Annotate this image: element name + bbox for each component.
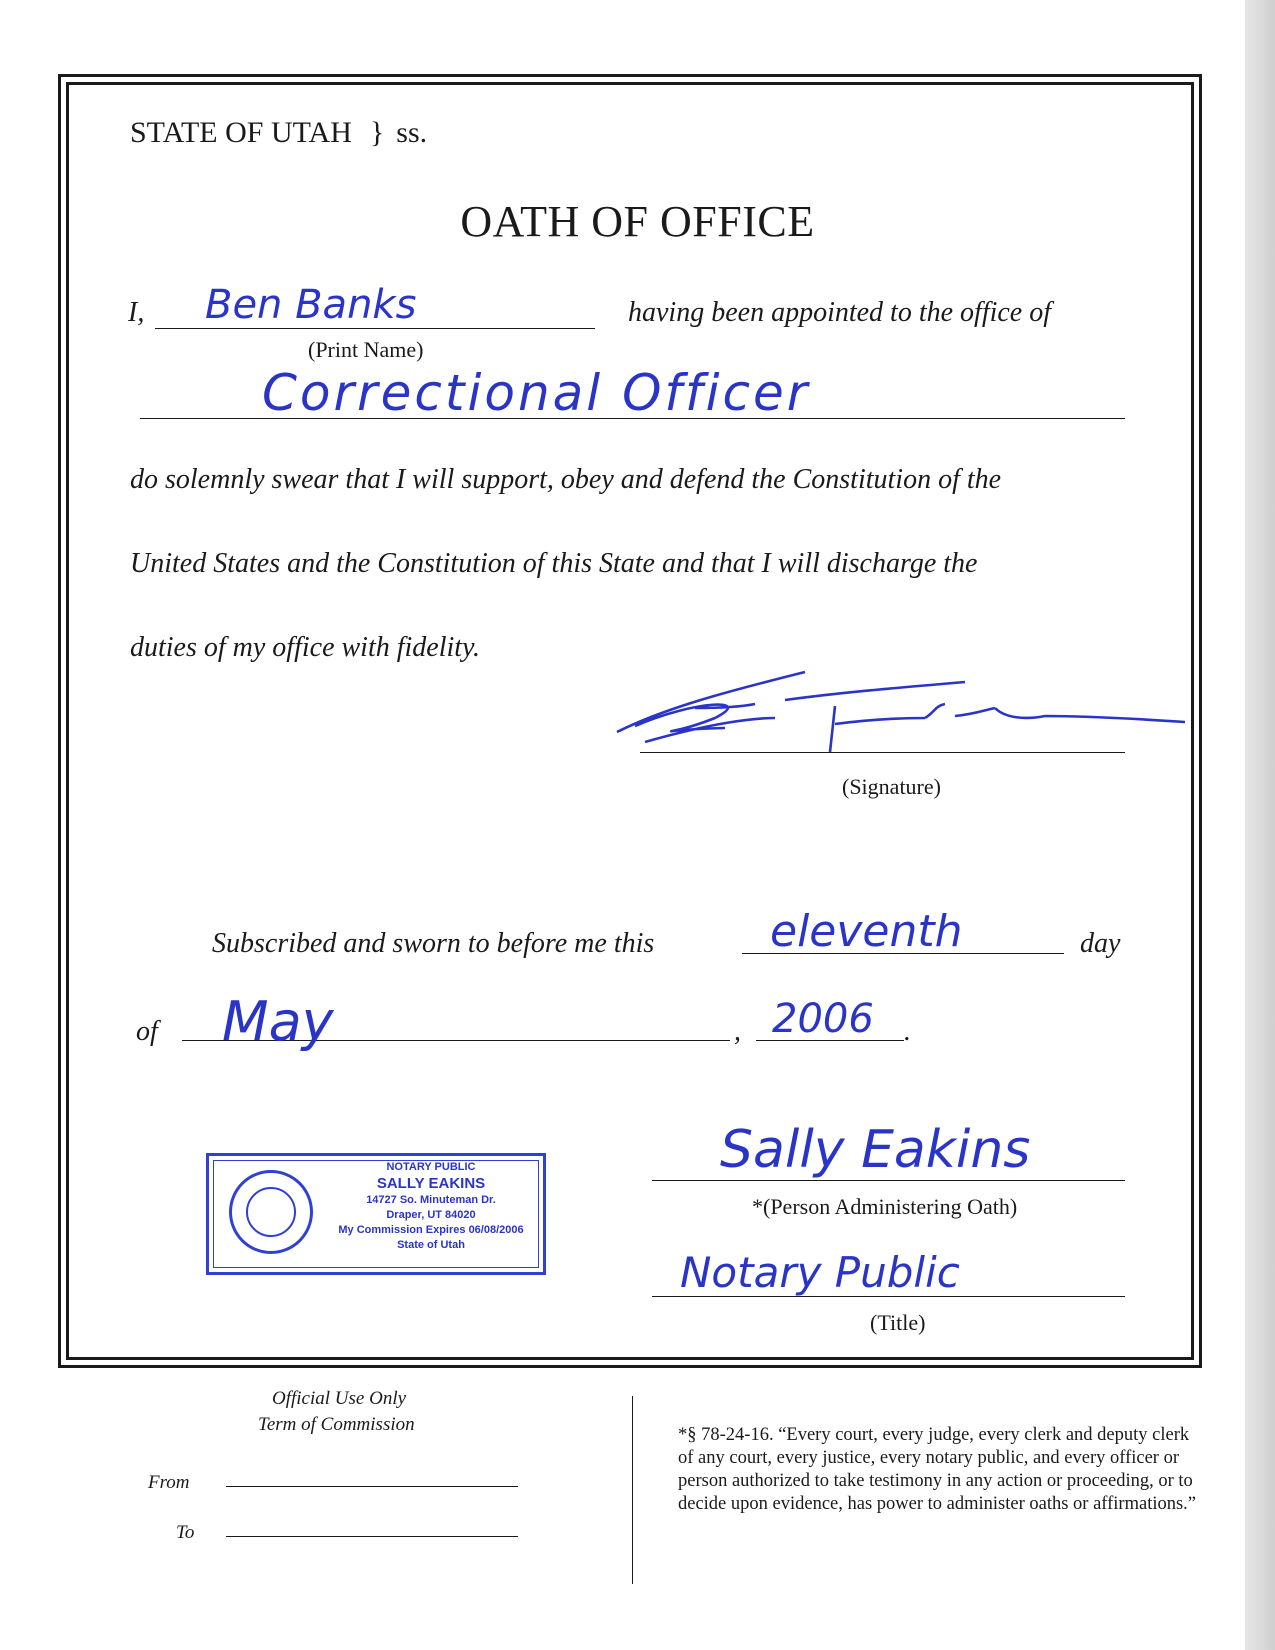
- state-seal-icon: [229, 1170, 313, 1254]
- title-value: Notary Public: [680, 1248, 960, 1297]
- oath-line-1: do solemnly swear that I will support, obey and defend the Constitution of the: [130, 464, 1002, 495]
- name-line: [155, 328, 595, 329]
- statute-text: *§ 78-24-16. “Every court, every judge, every clerk and deputy clerk of any court, every justice, every notary public, and every officer or person authorized to take testimony in any action or proceeding, or to decide upon evidence, has power to administer oaths or affirmations.”: [678, 1425, 1197, 1514]
- oath-line-3: duties of my office with fidelity.: [130, 632, 480, 663]
- official-use-label: Official Use Only: [272, 1388, 407, 1409]
- stamp-address-1: 14727 So. Minuteman Dr.: [366, 1194, 496, 1206]
- of-label: of: [136, 1016, 158, 1047]
- day-label: day: [1080, 928, 1121, 959]
- oath-prefix: I,: [128, 297, 145, 328]
- name-caption: (Print Name): [308, 337, 424, 362]
- period: .: [904, 1016, 911, 1047]
- day-value: eleventh: [770, 906, 963, 957]
- office-value: Correctional Officer: [262, 364, 811, 422]
- year-value: 2006: [772, 996, 874, 1042]
- stamp-name: SALLY EAKINS: [376, 1175, 486, 1192]
- to-line: [226, 1536, 518, 1537]
- state-heading: [130, 116, 427, 150]
- signature-caption: (Signature): [842, 774, 941, 799]
- to-label: To: [176, 1522, 195, 1543]
- brace: }: [369, 116, 385, 149]
- oath-line-2: United States and the Constitution of this State and that I will discharge the: [130, 548, 978, 579]
- seal-center: [246, 1187, 296, 1237]
- term-of-commission-label: Term of Commission: [258, 1414, 415, 1435]
- appointed-text: having been appointed to the office of: [628, 297, 1052, 328]
- document-title: OATH OF OFFICE: [460, 197, 815, 246]
- from-label: From: [148, 1472, 190, 1493]
- administrator-signature: Sally Eakins: [720, 1120, 1031, 1180]
- from-line: [226, 1486, 518, 1487]
- administrator-caption: *(Person Administering Oath): [752, 1194, 1018, 1219]
- oath-signature: [605, 660, 1195, 770]
- title-caption: (Title): [870, 1310, 926, 1335]
- state-line: STATE OF UTAH: [130, 116, 352, 149]
- month-value: May: [222, 990, 334, 1053]
- stamp-commission: My Commission Expires 06/08/2006: [338, 1224, 524, 1236]
- name-value: Ben Banks: [205, 282, 417, 328]
- stamp-text: [321, 1160, 541, 1253]
- notary-stamp: [206, 1153, 546, 1275]
- ss-label: ss.: [396, 116, 428, 149]
- administrator-signature-line: [652, 1180, 1125, 1181]
- subscribed-text: Subscribed and sworn to before me this: [212, 928, 655, 959]
- comma: ,: [734, 1016, 741, 1047]
- stamp-state: State of Utah: [397, 1239, 465, 1251]
- stamp-title: NOTARY PUBLIC: [386, 1161, 476, 1173]
- signature-line: [640, 752, 1125, 753]
- footer-divider: [632, 1396, 633, 1584]
- stamp-address-2: Draper, UT 84020: [386, 1209, 476, 1221]
- scan-edge: [1245, 0, 1275, 1650]
